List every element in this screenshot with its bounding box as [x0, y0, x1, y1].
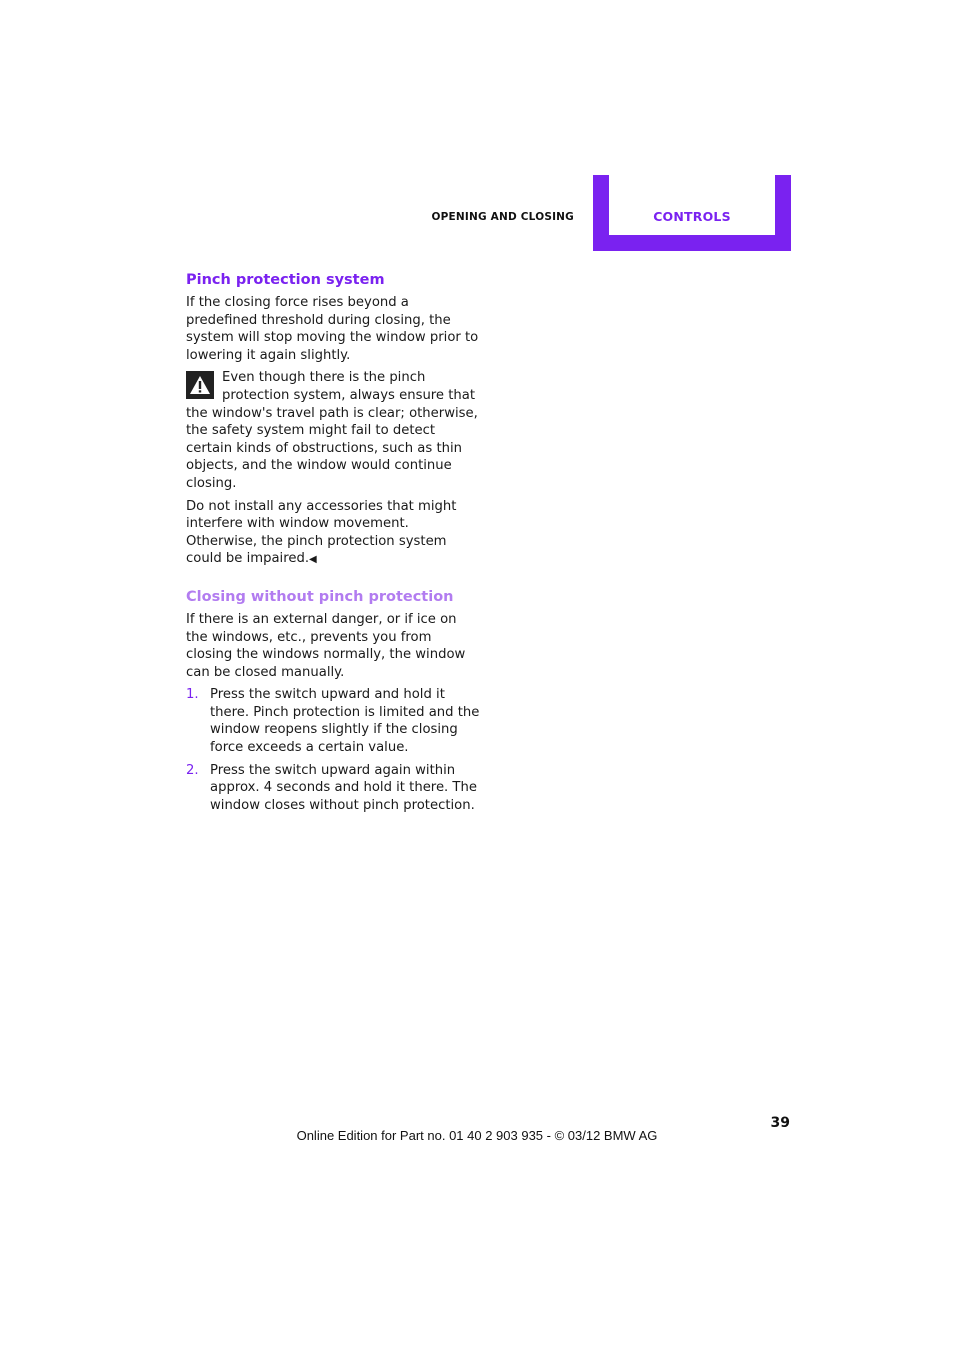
list-item — [186, 686, 481, 756]
main-content — [186, 270, 481, 819]
pinch-note-text: Do not install any accessories that might interfere with window movement. Otherwise, the pinch protection system could be impaired. — [186, 498, 457, 567]
footer-text: Online Edition for Part no. 01 40 2 903 935 - © 03/12 BMW AG — [296, 1128, 658, 1143]
pinch-intro: If the closing force rises beyond a predefined threshold during closing, the system will stop moving the window prior to lowering it again slightly. — [186, 295, 479, 363]
pinch-note — [186, 498, 481, 569]
end-mark-icon: ◀ — [309, 554, 317, 566]
steps-list — [186, 686, 481, 814]
closing-heading: Closing without pinch protection — [186, 588, 454, 605]
step-text: Press the switch upward and hold it there. Pinch protection is limited and the window reopens slightly if the closing force exceeds a certain value. — [210, 687, 480, 756]
warning-text: Even though there is the pinch protection system, always ensure that the window's travel path is clear; otherwise, the safety system might fail to detect certain kinds of obstructions, such as thin objects, and the window would continue closing. — [186, 370, 478, 491]
page-number: 39 — [770, 1115, 790, 1131]
list-item — [186, 762, 481, 815]
warning-triangle-icon — [186, 371, 214, 399]
step-text: Press the switch upward again within approx. 4 seconds and hold it there. The window closes without pinch protection. — [210, 762, 477, 813]
closing-intro: If there is an external danger, or if ice on the windows, etc., prevents you from closing the windows normally, the window can be closed manually. — [186, 611, 466, 680]
warning-block — [186, 369, 481, 492]
step-number: 1. — [186, 687, 199, 703]
chapter-tab-inner — [609, 175, 775, 235]
section-title: OPENING AND CLOSING — [431, 211, 574, 223]
chapter-tab — [593, 175, 791, 251]
chapter-tab-label: CONTROLS — [653, 209, 731, 224]
step-number: 2. — [186, 762, 199, 778]
pinch-heading: Pinch protection system — [186, 272, 385, 288]
